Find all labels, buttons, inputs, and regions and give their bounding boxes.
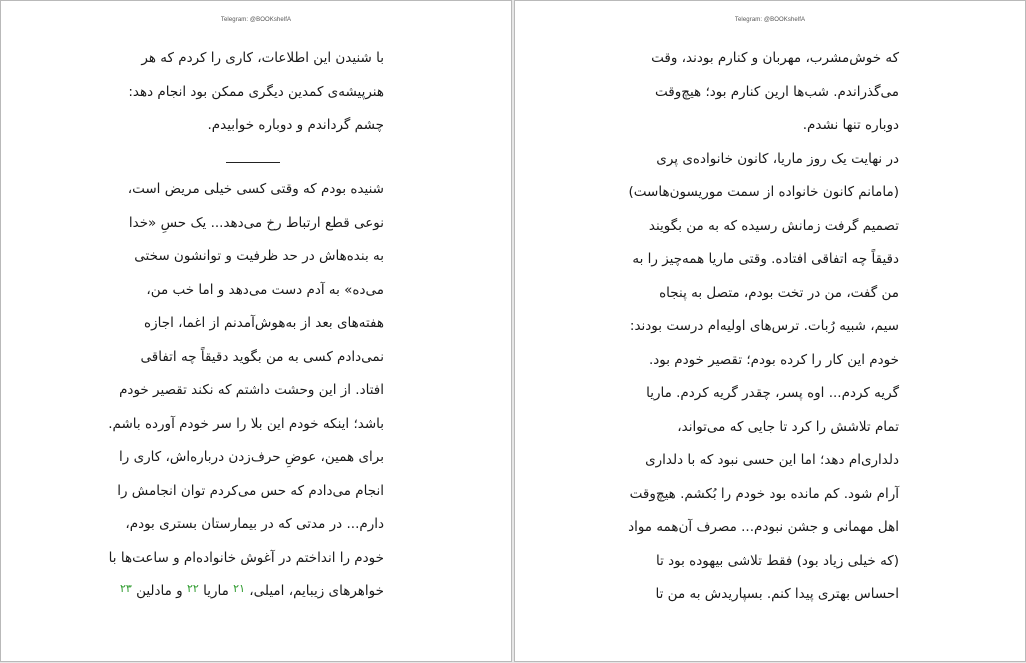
text-line: احساس بهتری پیدا کنم. بسپاریدش به من تا [655,586,899,602]
text-line: با شنیدن این اطلاعات، کاری را کردم که هر [141,50,384,66]
page-header: Telegram: @BOOKshelfA [734,17,806,23]
text-line: (که خیلی زیاد بود) فقط تلاشی بیهوده بود تا [655,552,899,569]
paragraph-top [128,42,384,143]
text-line: آرام شود. کم مانده بود خودم را بُکشم. هیچ‌وقت [629,485,899,502]
text-line: می‌گذراندم. شب‌ها ارین کنارم بود؛ هیچ‌وقت [655,83,899,100]
text-line: تصمیم گرفت زمانش رسیده که به من بگویند [648,217,899,234]
text-line: نوعی قطع ارتباط رخ می‌دهد... یک حسِ «خدا [128,214,384,231]
text-line: برای همین، عوضِ حرف‌زدن درباره‌اش، کاری را [119,449,384,465]
paragraph-main [108,173,384,609]
line-text: ماریا [203,583,229,599]
text-line-with-footnotes [108,575,384,609]
text-line: می‌ده» به آدم دست می‌دهد و اما خب من، [146,281,384,298]
text-line: که خوش‌مشرب، مهربان و کنارم بودند، وقت [651,50,899,66]
text-line: (مامانم کانون خانواده از سمت موریسون‌هاست) [628,184,899,200]
text-line: دلداری‌ام دهد؛ اما این حسی نبود که با دلداری [645,452,899,468]
text-line: هفته‌های بعد از به‌هوش‌آمدنم از اغما، اجازه [144,315,384,331]
text-line: دارم... در مدتی که در بیمارستان بستری بودم، [125,516,384,532]
text-line: دقیقاً چه اتفاقی افتاده. وقتی ماریا همه‌چیز را به [632,251,899,267]
text-line: نمی‌دادم کسی به من بگوید دقیقاً چه اتفاقی [140,348,384,365]
text-line: باشد؛ اینکه خودم این بلا را سر خودم آورده باشم. [108,415,384,432]
text-line: من گفت، من در تخت بودم، متصل به پنجاه [659,284,899,301]
footnote-marker[interactable]: ۲۳ [119,582,132,595]
line-text: و مادلین [136,583,183,599]
text-line: دوباره تنها نشدم. [802,117,899,133]
footnote-marker[interactable]: ۲۱ [233,582,245,595]
section-separator [226,162,280,163]
text-line: گریه کردم... اوه پسر، چقدر گریه کردم. ماریا [646,385,899,401]
paragraph-main [628,42,899,612]
text-line: انجام می‌دادم که حس می‌کردم توان انجامش را [117,482,384,499]
line-text: خواهرهای زیبایم، امیلی، [249,583,384,599]
page-header: Telegram: @BOOKshelfA [220,17,292,23]
text-line: افتاد. از این وحشت داشتم که نکند تقصیر خودم [119,382,384,398]
text-line: تمام تلاشش را کرد تا جایی که می‌تواند، [677,418,899,435]
page-left [0,0,512,662]
text-line: در نهایت یک روز ماریا، کانون خانواده‌ی پری [656,150,899,167]
text-line: خودم را انداختم در آغوش خانواده‌ام و ساعت‌ها با [108,549,384,566]
text-line: چشم گرداندم و دوباره خوابیدم. [207,117,384,133]
text-line: اهل مهمانی و جشن نبودم... مصرف آن‌همه مواد [628,519,899,535]
text-line: شنیده بودم که وقتی کسی خیلی مریض است، [127,181,384,197]
page-right [514,0,1026,662]
text-line: سیم، شبیه رُبات. ترس‌های اولیه‌ام درست بودند: [629,318,899,334]
footnote-marker[interactable]: ۲۲ [187,582,199,595]
text-line: خودم این کار را کرده بودم؛ تقصیر خودم بود. [648,351,899,368]
text-line: هنرپیشه‌ی کمدین دیگری ممکن بود انجام دهد: [128,83,384,100]
text-line: به بنده‌هاش در حد ظرفیت و توانشون سختی [134,248,384,264]
